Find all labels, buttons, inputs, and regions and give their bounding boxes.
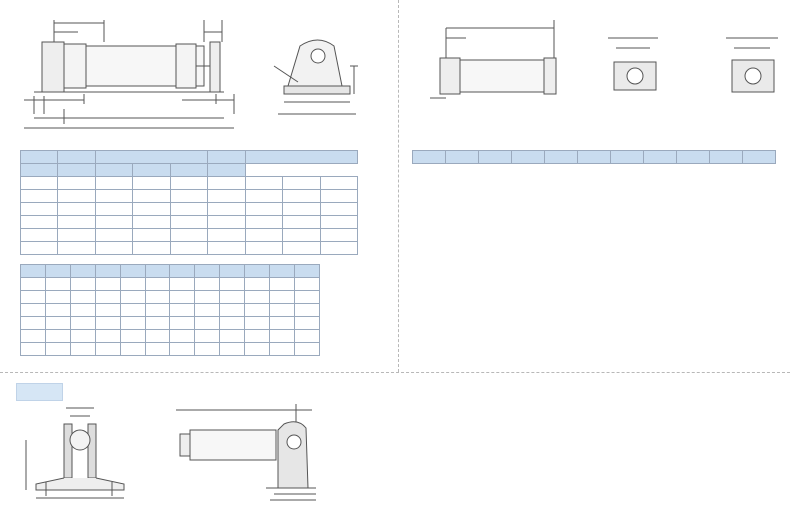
t2-cell bbox=[45, 317, 70, 330]
t1-cell bbox=[95, 229, 132, 242]
t2-cell bbox=[294, 291, 319, 304]
t2-cell bbox=[195, 330, 220, 343]
clevis-plate-drawings bbox=[566, 10, 784, 100]
t1-cell bbox=[58, 190, 95, 203]
t2-cell bbox=[270, 330, 295, 343]
table-header bbox=[512, 151, 545, 164]
t1-cell bbox=[283, 216, 320, 229]
t2-cell bbox=[294, 278, 319, 291]
t2-cell bbox=[120, 291, 145, 304]
table-header bbox=[578, 151, 611, 164]
t1-cell bbox=[208, 190, 245, 203]
table-header bbox=[45, 265, 70, 278]
t2-cell bbox=[95, 317, 120, 330]
table-header bbox=[479, 151, 512, 164]
t2-cell bbox=[195, 278, 220, 291]
t2-cell bbox=[145, 330, 170, 343]
t1-cell bbox=[21, 216, 58, 229]
t1-row bbox=[21, 177, 358, 190]
t1-cell bbox=[320, 177, 358, 190]
t1-cell bbox=[170, 229, 207, 242]
clevis-cylinder-drawing bbox=[426, 18, 574, 110]
t2-cell bbox=[294, 330, 319, 343]
t2-cell bbox=[70, 330, 95, 343]
t1-cell bbox=[320, 203, 358, 216]
t1-cell bbox=[320, 216, 358, 229]
table-header bbox=[611, 151, 644, 164]
t1-cell bbox=[320, 190, 358, 203]
t1-cell bbox=[245, 203, 282, 216]
t2-cell bbox=[70, 304, 95, 317]
t1-row bbox=[21, 203, 358, 216]
t1-cell bbox=[283, 203, 320, 216]
t1-cell bbox=[245, 242, 282, 255]
t2-cell bbox=[145, 317, 170, 330]
t2-cell bbox=[120, 330, 145, 343]
t2-row bbox=[21, 304, 320, 317]
vertical-divider bbox=[398, 0, 399, 372]
t1-cell bbox=[21, 190, 58, 203]
table-header bbox=[21, 164, 58, 177]
t2-cell bbox=[270, 304, 295, 317]
t2-cell bbox=[245, 304, 270, 317]
t2-cell bbox=[220, 317, 245, 330]
t2-cell bbox=[245, 330, 270, 343]
t2-cell bbox=[95, 343, 120, 356]
sdb-cylinder-drawing bbox=[166, 400, 326, 504]
t2-cell bbox=[70, 317, 95, 330]
th-ac-msbl bbox=[245, 151, 357, 164]
table-header bbox=[294, 265, 319, 278]
table-aa-ac bbox=[20, 150, 358, 255]
t2-cell bbox=[170, 317, 195, 330]
t2-cell bbox=[95, 330, 120, 343]
t1-cell bbox=[133, 242, 170, 255]
t1-cell bbox=[208, 242, 245, 255]
t1-cell bbox=[170, 177, 207, 190]
t2-cell bbox=[21, 304, 46, 317]
t2-cell bbox=[21, 330, 46, 343]
t1-cell bbox=[21, 203, 58, 216]
table-clevis-dims bbox=[412, 150, 776, 164]
table-header bbox=[170, 265, 195, 278]
t1-cell bbox=[245, 229, 282, 242]
t1-row bbox=[21, 229, 358, 242]
th-aa bbox=[58, 151, 95, 164]
t2-cell bbox=[270, 278, 295, 291]
table-header bbox=[195, 265, 220, 278]
t1-cell bbox=[170, 203, 207, 216]
t1-cell bbox=[170, 190, 207, 203]
t2-cell bbox=[120, 304, 145, 317]
table-header bbox=[208, 164, 245, 177]
table-header bbox=[710, 151, 743, 164]
table-header bbox=[70, 265, 95, 278]
t2-cell bbox=[220, 304, 245, 317]
table-header bbox=[270, 265, 295, 278]
t2-cell bbox=[270, 343, 295, 356]
t2-cell bbox=[145, 278, 170, 291]
t1-cell bbox=[283, 242, 320, 255]
sdb-bracket-drawing bbox=[12, 402, 150, 502]
t1-cell bbox=[133, 229, 170, 242]
table-header bbox=[245, 265, 270, 278]
t1-cell bbox=[95, 216, 132, 229]
table-header bbox=[58, 164, 95, 177]
t2-cell bbox=[45, 304, 70, 317]
t2-row bbox=[21, 343, 320, 356]
table-header bbox=[743, 151, 776, 164]
t2-cell bbox=[21, 278, 46, 291]
t2-cell bbox=[170, 343, 195, 356]
t1-cell bbox=[58, 216, 95, 229]
foot-bracket-drawing bbox=[238, 36, 358, 122]
t2-cell bbox=[145, 291, 170, 304]
t2-row bbox=[21, 330, 320, 343]
t1-cell bbox=[58, 242, 95, 255]
t1-cell bbox=[208, 229, 245, 242]
t2-cell bbox=[95, 278, 120, 291]
t1-cell bbox=[170, 216, 207, 229]
t1-row bbox=[21, 216, 358, 229]
table-header bbox=[220, 265, 245, 278]
section-label-sdb bbox=[16, 383, 63, 401]
t2-cell bbox=[195, 317, 220, 330]
t2-cell bbox=[45, 291, 70, 304]
t2-cell bbox=[195, 291, 220, 304]
t1-cell bbox=[133, 190, 170, 203]
t2-cell bbox=[45, 343, 70, 356]
t2-cell bbox=[220, 343, 245, 356]
t2-cell bbox=[70, 278, 95, 291]
t2-cell bbox=[170, 291, 195, 304]
t2-cell bbox=[45, 278, 70, 291]
t2-cell bbox=[170, 278, 195, 291]
t1-cell bbox=[95, 177, 132, 190]
table-header bbox=[446, 151, 479, 164]
t1-cell bbox=[320, 229, 358, 242]
t2-cell bbox=[70, 343, 95, 356]
t1-cell bbox=[208, 203, 245, 216]
t2-cell bbox=[21, 291, 46, 304]
t2-cell bbox=[294, 343, 319, 356]
t2-cell bbox=[220, 291, 245, 304]
t2-cell bbox=[145, 304, 170, 317]
horizontal-divider bbox=[0, 372, 790, 373]
t2-cell bbox=[245, 291, 270, 304]
table-header bbox=[545, 151, 578, 164]
t1-cell bbox=[245, 177, 282, 190]
t2-cell bbox=[270, 291, 295, 304]
table-header bbox=[145, 265, 170, 278]
t2-row bbox=[21, 291, 320, 304]
t2-cell bbox=[21, 343, 46, 356]
t2-cell bbox=[145, 343, 170, 356]
table-foot-dims bbox=[20, 264, 320, 356]
t1-cell bbox=[320, 242, 358, 255]
t2-cell bbox=[294, 317, 319, 330]
t1-row bbox=[21, 242, 358, 255]
t1-row bbox=[21, 190, 358, 203]
t1-cell bbox=[95, 190, 132, 203]
t2-cell bbox=[120, 343, 145, 356]
foot-mount-cylinder-drawing bbox=[14, 14, 274, 132]
table-header bbox=[413, 151, 446, 164]
t1-cell bbox=[283, 229, 320, 242]
t1-cell bbox=[283, 177, 320, 190]
th-bore bbox=[21, 151, 58, 164]
t2-cell bbox=[120, 278, 145, 291]
t2-cell bbox=[220, 330, 245, 343]
t1-cell bbox=[133, 216, 170, 229]
table-header bbox=[21, 265, 46, 278]
t1-cell bbox=[245, 216, 282, 229]
t2-cell bbox=[195, 343, 220, 356]
t1-cell bbox=[21, 242, 58, 255]
t2-row bbox=[21, 278, 320, 291]
table-header bbox=[120, 265, 145, 278]
t1-cell bbox=[95, 203, 132, 216]
t1-cell bbox=[208, 177, 245, 190]
t2-cell bbox=[195, 304, 220, 317]
table-header bbox=[677, 151, 710, 164]
t2-cell bbox=[70, 291, 95, 304]
t2-cell bbox=[120, 317, 145, 330]
t1-cell bbox=[170, 242, 207, 255]
t2-cell bbox=[245, 317, 270, 330]
t1-cell bbox=[58, 177, 95, 190]
t2-cell bbox=[270, 317, 295, 330]
t1-cell bbox=[133, 203, 170, 216]
t1-cell bbox=[283, 190, 320, 203]
table-header bbox=[95, 265, 120, 278]
t2-row bbox=[21, 317, 320, 330]
t2-cell bbox=[220, 278, 245, 291]
table-header bbox=[95, 164, 132, 177]
table-header bbox=[170, 164, 207, 177]
th-ac bbox=[208, 151, 245, 164]
t1-cell bbox=[21, 229, 58, 242]
t2-cell bbox=[95, 291, 120, 304]
t1-cell bbox=[58, 229, 95, 242]
t1-cell bbox=[95, 242, 132, 255]
t2-cell bbox=[170, 304, 195, 317]
t2-cell bbox=[170, 330, 195, 343]
t1-cell bbox=[245, 190, 282, 203]
t2-cell bbox=[21, 317, 46, 330]
t2-cell bbox=[294, 304, 319, 317]
table-header bbox=[133, 164, 170, 177]
t2-cell bbox=[245, 343, 270, 356]
t2-cell bbox=[45, 330, 70, 343]
t1-cell bbox=[133, 177, 170, 190]
t1-cell bbox=[208, 216, 245, 229]
t2-cell bbox=[245, 278, 270, 291]
t2-cell bbox=[95, 304, 120, 317]
table-header bbox=[644, 151, 677, 164]
t1-cell bbox=[58, 203, 95, 216]
th-aa-msbl bbox=[95, 151, 207, 164]
t1-cell bbox=[21, 177, 58, 190]
